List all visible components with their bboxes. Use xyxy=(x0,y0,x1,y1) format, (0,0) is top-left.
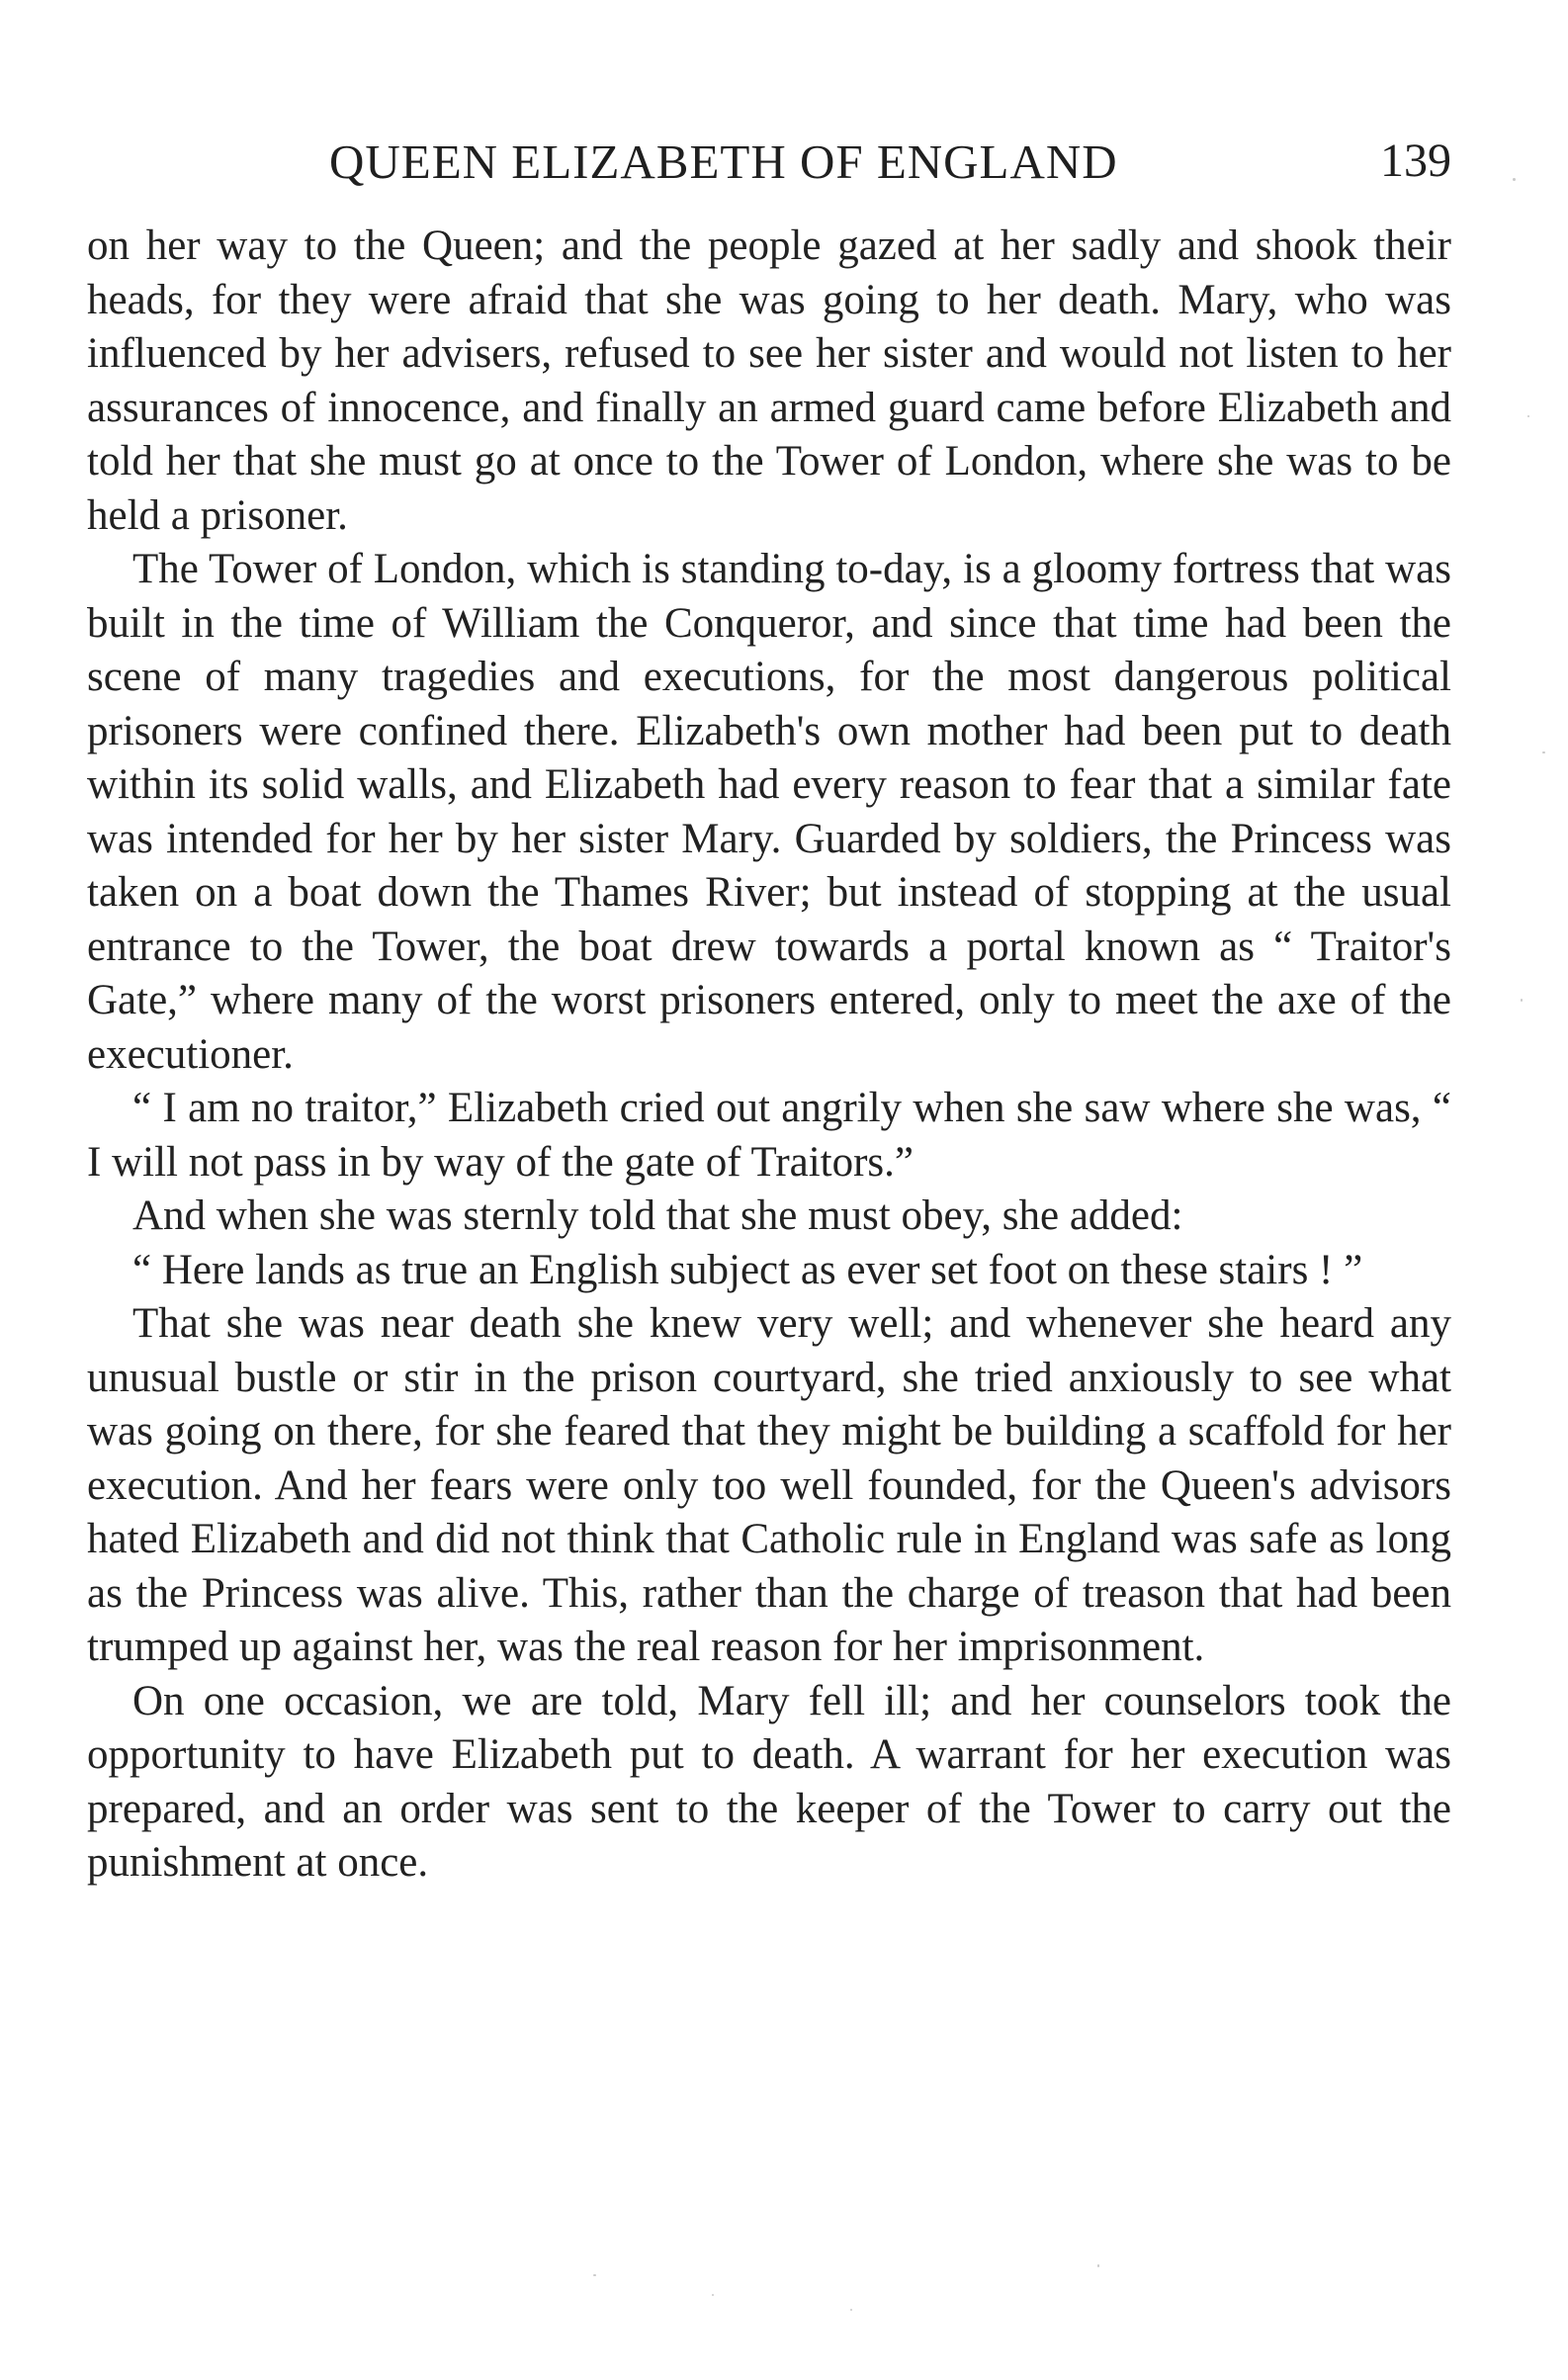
paper-speckle xyxy=(1542,751,1545,753)
paper-speckle xyxy=(1527,415,1529,417)
paragraph-near-death: That she was near death she knew very well; and whenever she heard any unusual bustle or stir in the prison courtyard, she tried anxiously to see what was going on there, for she feared that they might be building a scaffold for her execution. And her fears were only too well founded, for the Queen's advisors hated Elizabeth and did not think that Catholic rule in England was safe as long as the Princess was alive. This, rather than the charge of treason that had been trumped up against her, was the real reason for her imprisonment. xyxy=(87,1300,1451,1670)
paper-speckle xyxy=(593,2274,596,2276)
running-title: QUEEN ELIZABETH OF ENGLAND xyxy=(329,134,1118,189)
page-header xyxy=(87,133,1451,203)
paper-speckle xyxy=(850,2309,852,2311)
paper-speckle xyxy=(712,2294,714,2296)
body-text xyxy=(87,220,1451,1891)
paragraph-mary-fell-ill: On one occasion, we are told, Mary fell ill; and her counselors took the opportunity to have Elizabeth put to death. A warrant for her execution was prepared, and an order was sent to the keeper of the Tower to carry out the punishment at once. xyxy=(87,1677,1451,1886)
paragraph-no-traitor: “ I am no traitor,” Elizabeth cried out angrily when she saw where she was, “ I will not pass in by way of the gate of Traitors.” xyxy=(87,1085,1451,1186)
paper-speckle xyxy=(1521,999,1523,1002)
page-number: 139 xyxy=(1380,134,1451,187)
paper-speckle xyxy=(1097,2264,1099,2267)
paragraph-true-subject: “ Here lands as true an English subject as ever set foot on these stairs ! ” xyxy=(132,1246,1363,1293)
paragraph-sternly-told: And when she was sternly told that she must obey, she added: xyxy=(132,1192,1183,1239)
paragraph-continued: on her way to the Queen; and the people gazed at her sadly and shook their heads, for they were afraid that she was going to her death. Mary, who was influenced by her advisers, refused to see her sister and would not listen to her assurances of innocence, and finally an armed guard came before Elizabeth and told her that she must go at once to the Tower of London, where she was to be held a prisoner. xyxy=(87,222,1451,539)
paper-speckle xyxy=(1513,178,1516,181)
paragraph-tower-of-london: The Tower of London, which is standing to-day, is a gloomy fortress that was built in the time of William the Conqueror, and since that time had been the scene of many tragedies and executions, for the most dangerous political prisoners were confined there. Elizabeth's own mother had been put to death within its solid walls, and Elizabeth had every reason to fear that a similar fate was intended for her by her sister Mary. Guarded by soldiers, the Princess was taken on a boat down the Thames River; but instead of stopping at the usual entrance to the Tower, the boat drew towards a portal known as “ Traitor's Gate,” where many of the worst prisoners entered, only to meet the axe of the executioner. xyxy=(87,546,1451,1078)
